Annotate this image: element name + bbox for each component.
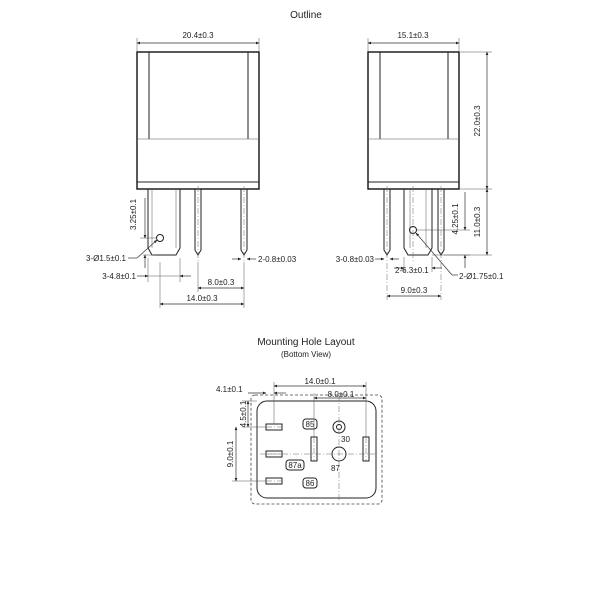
pin-label-86: 86: [305, 479, 315, 488]
side-body-height-dim: 22.0±0.3: [473, 105, 482, 137]
front-view: [86, 31, 297, 308]
side-pin-width-dim: 2-6.3±0.1: [395, 266, 429, 275]
mount-9-dim: 9.0±0.1: [226, 440, 235, 468]
front-spacing-14-dim: 14.0±0.3: [186, 294, 218, 303]
side-pin-thickness-dim: 3-0.8±0.03: [335, 255, 374, 264]
side-body: [368, 52, 459, 189]
front-spacing-8-dim: 8.0±0.3: [207, 278, 235, 287]
side-hole-dia-dim: 2-Ø1.75±0.1: [459, 272, 504, 281]
side-hole-height-dim: 4.25±0.1: [451, 203, 460, 235]
mounting-layout: [216, 377, 382, 504]
front-hole-dia-dim: 3-Ø1.5±0.1: [86, 254, 126, 263]
front-body: [137, 52, 259, 189]
pin-label-87: 87: [331, 464, 340, 473]
side-pin-length-dim: 11.0±0.3: [473, 206, 482, 238]
mount-4-1-dim: 4.1±0.1: [216, 385, 243, 394]
front-hole-height-dim: 3.25±0.1: [129, 198, 138, 230]
outline-title: Outline: [290, 10, 322, 21]
pin-label-30: 30: [341, 435, 350, 444]
front-pin-hole: [157, 235, 164, 242]
mount-8-dim: 8.0±0.1: [327, 390, 355, 399]
pin-label-87a: 87a: [288, 461, 302, 470]
side-width-dim: 15.1±0.3: [397, 31, 429, 40]
side-spacing-dim: 9.0±0.3: [400, 286, 428, 295]
mount-14-dim: 14.0±0.1: [304, 377, 336, 386]
pin-label-85: 85: [305, 420, 315, 429]
mount-4-5-dim: 4.5±0.1: [239, 400, 248, 428]
mounting-subtitle: (Bottom View): [280, 350, 332, 359]
side-wide-pin: [404, 189, 432, 255]
front-pin-thickness-dim: 2-0.8±0.03: [258, 255, 297, 264]
front-pin-width-dim: 3-4.8±0.1: [102, 272, 136, 281]
side-view: [336, 31, 504, 300]
front-width-dim: 20.4±0.3: [182, 31, 214, 40]
mounting-title: Mounting Hole Layout: [257, 337, 355, 348]
front-wide-pin: [148, 189, 180, 255]
